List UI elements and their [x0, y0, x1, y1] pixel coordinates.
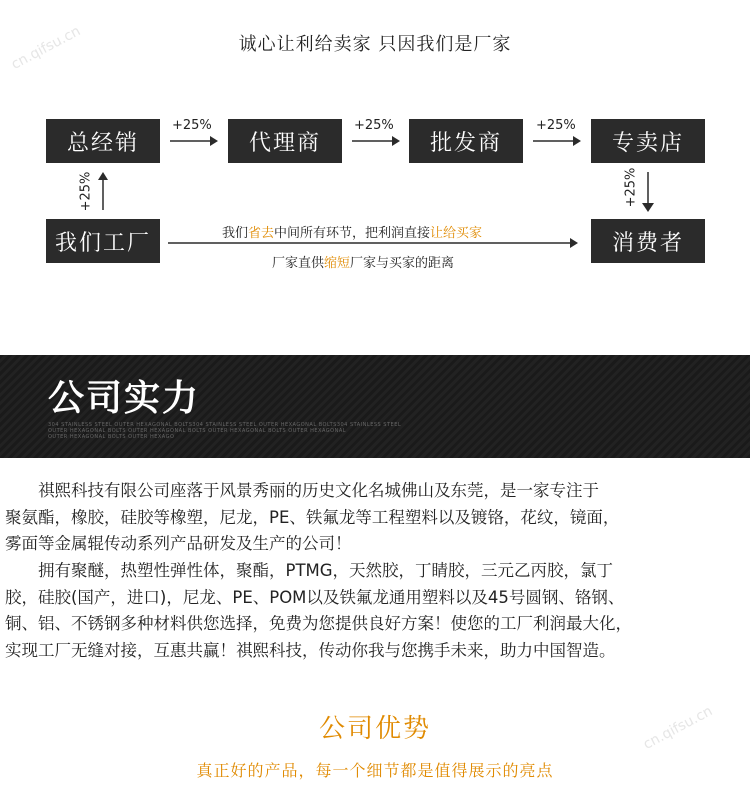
- caption-text: 厂家直供: [272, 256, 325, 271]
- caption-text: 中间所有环节，把利润直接: [274, 226, 431, 241]
- intro-paragraph-2: [5, 558, 745, 664]
- box-factory: 我们工厂: [46, 219, 160, 263]
- page-heading: 诚心让利给卖家 只因我们是厂家: [238, 34, 512, 55]
- banner-caption: OUTER HEXAGONAL BOLTS OUTER HEXAGO: [48, 434, 175, 440]
- paragraph-line: 实现工厂无缝对接，互惠共赢！祺熙科技，传动你我与您携手未来，助力中国智造。: [5, 640, 616, 660]
- box-consumer: 消费者: [591, 219, 705, 263]
- paragraph-line: 胶，硅胶(国产，进口)，尼龙、PE、POM以及铁氟龙通用塑料以及45号圆钢、铬钢、: [5, 587, 625, 607]
- paragraph-line: 拥有聚醚，热塑性弹性体，聚酯，PTMG，天然胶，丁睛胶，三元乙丙胶，氯丁: [5, 561, 614, 580]
- paragraph-line: 铜、铝、不锈钢多种材料供您选择，免费为您提供良好方案！使您的工厂利润最大化，: [5, 614, 632, 634]
- caption-text: 厂家与买家的距离: [350, 256, 455, 271]
- caption-highlight: 让给买家: [430, 226, 483, 241]
- box-wholesaler: 批发商: [409, 119, 523, 163]
- markup-label: +25%: [78, 171, 94, 212]
- paragraph-line: 祺熙科技有限公司座落于风景秀丽的历史文化名城佛山及东莞，是一家专注于: [5, 481, 599, 500]
- watermark: cn.qifsu.cn: [640, 703, 716, 753]
- banner-caption: 304 STAINLESS STEEL OUTER HEXAGONAL BOLTS304 STAINLESS STEEL OUTER HEXAGONAL BOLTS304 STAINLESS STEEL: [48, 422, 402, 428]
- banner-caption: OUTER HEXAGONAL BOLTS OUTER HEXAGONAL BOLTS OUTER HEXAGONAL BOLTS OUTER HEXAGONAL: [48, 428, 347, 434]
- caption-highlight: 缩短: [324, 256, 351, 271]
- paragraph-line: 聚氨酯，橡胶，硅胶等橡塑，尼龙，PE、铁氟龙等工程塑料以及镀铬，花纹，镜面，: [5, 507, 620, 527]
- advantage-title: 公司优势: [318, 714, 431, 744]
- markup-label: +25%: [623, 167, 639, 208]
- banner-title: 公司实力: [48, 378, 201, 419]
- markup-label: +25%: [536, 118, 576, 133]
- markup-label: +25%: [172, 118, 212, 133]
- intro-paragraph-1: [5, 478, 745, 558]
- flow-caption-bottom: [272, 252, 454, 271]
- paragraph-line: 雾面等金属辊传动系列产品研发及生产的公司！: [5, 534, 352, 554]
- watermark: cn.qifsu.cn: [8, 23, 84, 73]
- advantage-subtitle: 真正好的产品，每一个细节都是值得展示的亮点: [196, 761, 554, 780]
- box-agent: 代理商: [228, 119, 342, 163]
- flow-caption-top: [222, 222, 482, 241]
- markup-label: +25%: [354, 118, 394, 133]
- caption-text: 我们: [222, 226, 249, 241]
- box-store: 专卖店: [591, 119, 705, 163]
- box-distributor: 总经销: [46, 119, 160, 163]
- caption-highlight: 省去: [248, 226, 275, 241]
